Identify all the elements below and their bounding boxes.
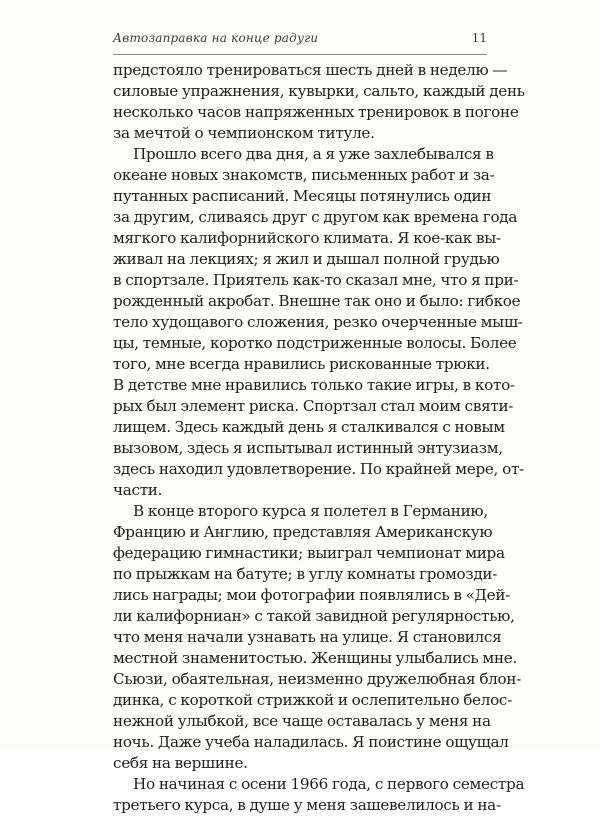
text-line: силовые упражнения, кувырки, сальто, каждый день (113, 82, 525, 100)
running-head (113, 31, 487, 53)
text-line: предстояло тренироваться шесть дней в неделю — (113, 61, 508, 79)
text-line: тело худощавого сложения, резко очерченные мыш- (113, 313, 523, 331)
text-line: В детстве мне нравились только такие игры, в кото- (113, 376, 515, 394)
text-line: нежной улыбкой, все чаще оставалась у меня на (113, 712, 491, 730)
text-line: Сьюзи, обаятельная, неизменно дружелюбная блон- (113, 670, 522, 688)
text-line: того, мне всегда нравились рискованные трюки. (113, 355, 490, 373)
text-line: лись награды; мои фотографии появлялись в «Дей- (113, 586, 511, 604)
paragraph-4 (113, 774, 525, 816)
text-line: лищем. Здесь каждый день я сталкивался с новым (113, 418, 505, 436)
text-line: Но начиная с осени 1966 года, с первого семестра (133, 775, 525, 793)
text-line: океане новых знакомств, письменных работ и за- (113, 166, 495, 184)
text-line: в спортзале. Приятель как-то сказал мне, что я при- (113, 271, 519, 289)
page-number: 11 (471, 31, 487, 45)
text-line: что меня начали узнавать на улице. Я становился (113, 628, 502, 646)
text-line: В конце второго курса я полетел в Германию, (133, 502, 488, 520)
text-line: цы, темные, коротко подстриженные волосы. Более (113, 334, 517, 352)
text-line: части. (113, 481, 163, 499)
text-line: ночь. Даже учеба наладилась. Я поистине ощущал (113, 733, 509, 751)
header-rule (113, 54, 487, 55)
text-line: здесь находил удовлетворение. По крайней мере, от- (113, 460, 524, 478)
paragraph-2 (113, 144, 524, 501)
text-line: Прошло всего два дня, а я уже захлебывался в (133, 145, 494, 163)
body-text (113, 60, 525, 816)
text-line: путанных расписаний. Месяцы потянулись один (113, 187, 492, 205)
text-line: вызовом, здесь я испытывал истинный энтузиазм, (113, 439, 503, 457)
paragraph-1 (113, 60, 525, 144)
text-line: рых был элемент риска. Спортзал стал моим святи- (113, 397, 514, 415)
text-line: живал на лекциях; я жил и дышал полной грудью (113, 250, 500, 268)
text-line: за мечтой о чемпионском титуле. (113, 124, 375, 142)
text-line: Францию и Англию, представляя Американскую (113, 523, 493, 541)
text-line: ли калифорниан» с такой завидной регулярностью, (113, 607, 515, 625)
text-line: динка, с короткой стрижкой и ослепительно белос- (113, 691, 512, 709)
text-line: за другим, сливаясь друг с другом как времена года (113, 208, 518, 226)
paragraph-3 (113, 501, 522, 774)
text-line: себя на вершине. (113, 754, 248, 772)
text-line: третьего курса, в душе у меня зашевелилось и на- (113, 796, 501, 814)
text-line: федерацию гимнастики; выиграл чемпионат мира (113, 544, 505, 562)
text-line: по прыжкам на батуте; в углу комнаты громозди- (113, 565, 498, 583)
running-title: Автозаправка на конце радуги (113, 31, 319, 45)
text-line: несколько часов напряженных тренировок в погоне (113, 103, 519, 121)
text-line: рожденный акробат. Внешне так оно и было: гибкое (113, 292, 521, 310)
text-line: местной знаменитостью. Женщины улыбались мне. (113, 649, 517, 667)
text-line: мягкого калифорнийского климата. Я кое-как вы- (113, 229, 501, 247)
